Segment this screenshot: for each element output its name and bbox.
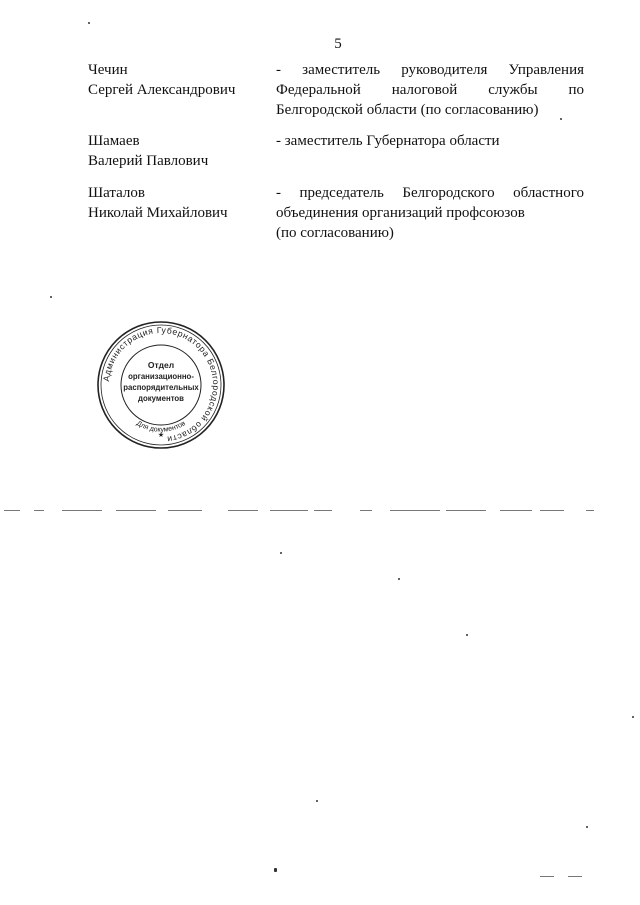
member-surname: Шамаев	[88, 133, 140, 149]
official-seal	[96, 320, 226, 450]
scan-artifact-line	[34, 510, 44, 511]
member-role	[276, 60, 584, 120]
scan-speck	[50, 296, 52, 298]
page-number: 5	[334, 36, 342, 52]
scan-artifact-line	[568, 876, 582, 877]
seal-inner-line: документов	[138, 394, 184, 403]
member-name	[88, 183, 268, 223]
member-role-line: Федеральной налоговой службы по	[276, 82, 584, 98]
scan-speck	[316, 800, 318, 802]
member-role	[276, 131, 584, 151]
scan-speck	[560, 118, 562, 120]
scan-speck	[632, 716, 634, 718]
scan-speck	[586, 826, 588, 828]
member-name	[88, 131, 268, 171]
scan-speck	[88, 22, 90, 24]
scan-artifact-line	[390, 510, 440, 511]
seal-bottom-text: Для документов	[135, 420, 187, 434]
scan-artifact-line	[446, 510, 486, 511]
scan-artifact-line	[62, 510, 102, 511]
seal-inner-line: Отдел	[147, 360, 175, 370]
scan-speck	[398, 578, 400, 580]
member-role-line: объединения организаций профсоюзов	[276, 205, 525, 221]
scan-artifact-line	[540, 876, 554, 877]
scan-speck	[466, 634, 468, 636]
seal-outer-text: Администрация Губернатора Белгородской области	[101, 324, 222, 445]
member-role-line: (по согласованию)	[276, 225, 394, 241]
scan-speck	[274, 868, 277, 872]
scan-artifact-line	[586, 510, 594, 511]
member-given-name: Сергей Александрович	[88, 82, 236, 98]
seal-inner-line: распорядительных	[123, 383, 199, 392]
scan-speck	[280, 552, 282, 554]
seal-inner-line: организационно-	[128, 372, 194, 381]
member-role-line: - председатель Белгородского областного	[276, 185, 584, 201]
seal-star-icon: ★	[157, 432, 165, 439]
scan-artifact-line	[228, 510, 258, 511]
member-role-line: Белгородской области (по согласованию)	[276, 102, 539, 118]
member-role-line: - заместитель Губернатора области	[276, 133, 500, 149]
scan-artifact-line	[270, 510, 308, 511]
member-given-name: Валерий Павлович	[88, 153, 209, 169]
scan-artifact-line	[540, 510, 564, 511]
scan-artifact-line	[116, 510, 156, 511]
scan-artifact-line	[360, 510, 372, 511]
member-given-name: Николай Михайлович	[88, 205, 228, 221]
scan-artifact-line	[314, 510, 332, 511]
member-surname: Чечин	[88, 62, 128, 78]
scan-artifact-line	[500, 510, 532, 511]
scan-artifact-line	[4, 510, 20, 511]
member-role	[276, 183, 584, 243]
member-role-line: - заместитель руководителя Управления	[276, 62, 584, 78]
member-name	[88, 60, 268, 100]
member-surname: Шаталов	[88, 185, 145, 201]
scan-artifact-line	[168, 510, 202, 511]
